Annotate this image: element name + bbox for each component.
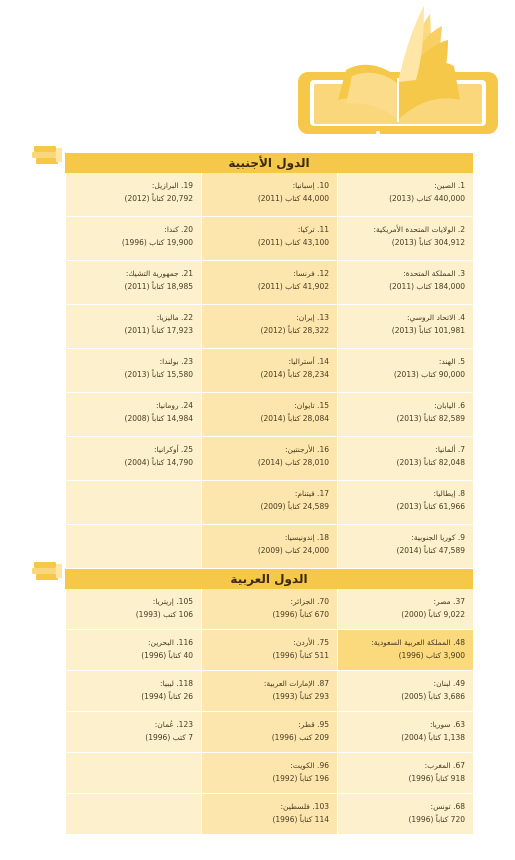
book-count: 43,100 كتاب (2011) [257,238,329,247]
country-name: 87. الإمارات العربية: [263,679,329,688]
country-name: 12. فرنسا: [293,269,329,278]
country-cell [65,712,201,753]
country-cell [337,753,473,794]
country-name: 1. الصين: [434,181,465,190]
book-count: 114 كتاباً (1996) [272,815,329,824]
country-name: 4. الاتحاد الروسي: [406,313,465,322]
country-name: 11. تركيا: [297,225,329,234]
country-cell [201,261,337,305]
country-cell [65,173,201,217]
book-count: 918 كتاباً (1996) [408,774,465,783]
book-count: 1,138 كتاباً (2004) [401,733,465,742]
country-name: 9. كوريا الجنوبية: [411,533,465,542]
country-cell [65,349,201,393]
country-name: 96. الكويت: [290,761,329,770]
country-name: 13. إيران: [296,313,329,322]
country-name: 16. الأرجنتين: [285,445,329,454]
country-name: 103. فلسطين: [280,802,329,811]
country-cell [201,712,337,753]
book-count: 209 كتب (1996) [271,733,329,742]
arab-countries-table [65,589,473,835]
book-count: 20,792 كتاباً (2012) [124,194,193,203]
book-count: 28,322 كتاباً (2012) [260,326,329,335]
country-cell [65,261,201,305]
country-name: 7. ألمانيا: [435,445,465,454]
book-count: 24,000 كتاب (2009) [257,546,329,555]
country-cell [201,173,337,217]
book-count: 18,985 كتاباً (2011) [124,282,193,291]
book-count: 15,580 كتاباً (2013) [124,370,193,379]
book-count: 720 كتاباً (1996) [408,815,465,824]
country-cell [65,305,201,349]
country-name: 67. المغرب: [424,761,465,770]
country-cell [201,349,337,393]
book-count: 3,686 كتاباً (2005) [401,692,465,701]
book-count: 26 كتاباً (1994) [141,692,193,701]
book-count: 40 كتاباً (1996) [141,651,193,660]
book-count: 7 كتب (1996) [145,733,193,742]
country-name: 17. فيتنام: [294,489,329,498]
book-count: 82,048 كتاباً (2013) [396,458,465,467]
book-count: 14,790 كتاباً (2004) [124,458,193,467]
book-count: 184,000 كتاب (2011) [389,282,465,291]
country-name: 22. ماليزيا: [156,313,193,322]
foreign-section-title: الدول الأجنبية [65,153,473,173]
country-name: 48. المملكة العربية السعودية: [371,638,465,647]
country-name: 18. إندونيسيا: [284,533,329,542]
book-count: 28,010 كتاب (2014) [257,458,329,467]
book-count: 511 كتاباً (1996) [272,651,329,660]
country-name: 37. مصر: [433,597,465,606]
country-name: 123. عُمان: [154,720,193,729]
country-name: 68. تونس: [430,802,465,811]
book-count: 304,912 كتاباً (2013) [391,238,465,247]
country-name: 21. جمهورية التشيك: [125,269,193,278]
book-count: 101,981 كتاباً (2013) [391,326,465,335]
country-name: 75. الأردن: [293,638,329,647]
book-count: 24,589 كتاباً (2009) [260,502,329,511]
country-cell [337,794,473,835]
open-book-tablet-illustration [298,0,498,140]
arab-section-title: الدول العربية [65,569,473,589]
country-cell [201,794,337,835]
country-cell [201,630,337,671]
country-cell [337,671,473,712]
book-count: 293 كتاباً (1993) [272,692,329,701]
country-cell [201,525,337,569]
country-name: 20. كندا: [164,225,193,234]
book-count: 9,022 كتاباً (2000) [401,610,465,619]
book-count: 19,900 كتاب (1996) [121,238,193,247]
country-name: 63. سوريا: [430,720,465,729]
foreign-countries-table [65,173,473,569]
empty-cell [65,481,201,525]
country-cell [337,217,473,261]
book-count: 670 كتاباً (1996) [272,610,329,619]
book-count: 106 كتب (1993) [135,610,193,619]
country-name: 19. البرازيل: [151,181,193,190]
country-name: 49. لبنان: [433,679,465,688]
country-name: 24. رومانيا: [155,401,193,410]
country-name: 23. بولندا: [159,357,193,366]
book-count: 28,084 كتاباً (2014) [260,414,329,423]
empty-cell [65,794,201,835]
book-count: 28,234 كتاباً (2014) [260,370,329,379]
country-cell [337,630,473,671]
country-name: 116. البحرين: [147,638,193,647]
empty-cell [65,753,201,794]
country-cell [337,712,473,753]
country-cell [201,481,337,525]
country-name: 25. أوكرانيا: [154,445,193,454]
country-cell [337,393,473,437]
country-cell [337,525,473,569]
country-name: 14. أستراليا: [288,357,329,366]
country-name: 70. الجزائر: [290,597,329,606]
country-cell [201,437,337,481]
country-cell [201,217,337,261]
country-cell [65,630,201,671]
country-cell [337,173,473,217]
country-cell [65,437,201,481]
country-name: 3. المملكة المتحدة: [403,269,465,278]
country-name: 2. الولايات المتحدة الأمريكية: [373,225,465,234]
country-cell [337,437,473,481]
country-cell [337,349,473,393]
books-icon [32,142,62,164]
country-name: 10. إسبانيا: [292,181,329,190]
country-name: 95. قطر: [298,720,329,729]
empty-cell [65,525,201,569]
book-count: 3,900 كتاب (1996) [398,651,465,660]
country-cell [65,589,201,630]
country-cell [201,305,337,349]
country-cell [201,753,337,794]
books-icon [32,558,62,580]
country-cell [337,481,473,525]
country-name: 15. تايوان: [294,401,329,410]
country-cell [337,261,473,305]
country-cell [65,217,201,261]
book-count: 90,000 كتاب (2013) [393,370,465,379]
book-count: 440,000 كتاب (2013) [389,194,465,203]
book-count: 17,923 كتاباً (2011) [124,326,193,335]
country-cell [201,589,337,630]
book-count: 14,984 كتاباً (2008) [124,414,193,423]
country-name: 118. ليبيا: [160,679,193,688]
book-count: 41,902 كتاب (2011) [257,282,329,291]
book-count: 47,589 كتاباً (2014) [396,546,465,555]
country-cell [337,589,473,630]
country-cell [201,671,337,712]
country-name: 5. الهند: [438,357,465,366]
country-name: 6. اليابان: [434,401,465,410]
country-cell [337,305,473,349]
book-count: 44,000 كتاب (2011) [257,194,329,203]
book-count: 196 كتاباً (1992) [272,774,329,783]
country-name: 8. إيطاليا: [433,489,465,498]
book-count: 61,966 كتاباً (2013) [396,502,465,511]
country-cell [65,671,201,712]
book-count: 82,589 كتاباً (2013) [396,414,465,423]
country-cell [65,393,201,437]
country-name: 105. إريتريا: [152,597,193,606]
country-cell [201,393,337,437]
